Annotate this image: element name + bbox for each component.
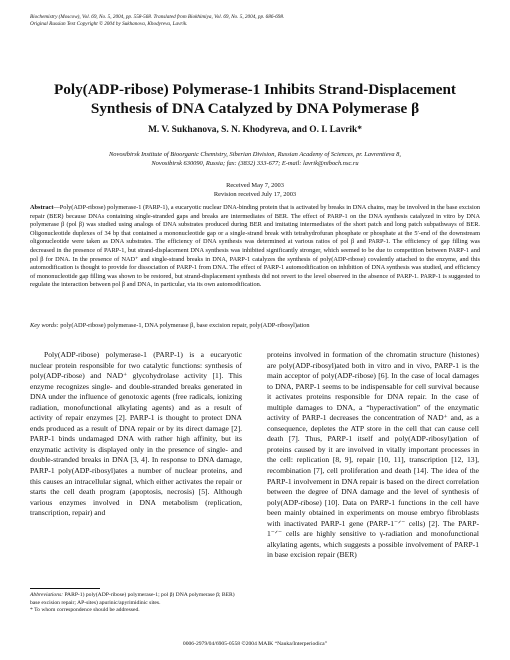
- journal-citation: Biochemistry (Moscow), Vol. 69, No. 5, 2004, pp. 558-568. Translated from Biokhimiya, Vol. 69, No. 5, 2004, pp. 686-698.: [30, 14, 285, 20]
- body-paragraph: Poly(ADP-ribose) polymerase-1 (PARP-1) is a eucaryotic nuclear protein responsible for two catalytic functions: synthesis of poly(ADP-ribose) and NAD⁺ glycohydrolase activity [1]. This enzyme recognizes single- and double-stranded breaks generated in DNA under the influence of genotoxic agents (free radicals, ionizing radiation, monofunctional alkylating agents) and as a result of activity of repair enzymes [2]. PARP-1 is thought to protect DNA ends produced as a result of DNA repair or by its direct damage [2]. PARP-1 binds undamaged DNA with rather high affinity, but its enzymatic activity is displayed only in the presence of single- and double-stranded breaks in DNA [3, 4]. In response to DNA damage, PARP-1 poly(ADP-ribosyl)ates a number of nuclear proteins, and this causes an intracellular signal, which either activates the repair or starts the cell death program (apoptosis, necrosis) [5]. Although various enzymes involved in DNA metabolism (replication, transcription, repair) and: [30, 350, 242, 518]
- keywords: [30, 322, 480, 331]
- keywords-label: Key words:: [30, 322, 59, 329]
- affiliation-line-2: Novosibirsk 630090, Russia; fax: (3832) 333-677; E-mail: lavrik@niboch.nsc.ru: [151, 160, 359, 167]
- received-date: Received May 7, 2003: [226, 182, 284, 189]
- correspondence-footnote: * To whom correspondence should be addressed.: [30, 607, 140, 614]
- copyright-line: Original Russian Text Copyright © 2004 by Sukhanova, Khodyreva, Lavrik.: [30, 21, 188, 27]
- keywords-text: poly(ADP-ribose) polymerase-1, DNA polymerase β, base excision repair, poly(ADP-ribosyl)ation: [58, 322, 310, 329]
- revision-date: Revision received July 17, 2003: [213, 191, 297, 198]
- abstract: [30, 204, 480, 290]
- abstract-text: —Poly(ADP-ribose) polymerase-1 (PARP-1), a eucaryotic nuclear DNA-binding protein that is activated by breaks in DNA chains, may be involved in the base excision repair (BER) because DNAs containing single-stranded gaps and breaks are intermediates of BER. The effect of PARP-1 on the DNA synthesis catalyzed in vitro by DNA polymerase β (pol β) was studied using analogs of DNA substrates produced during BER and imitating intermediates of the short patch and long patch subpathways of BER. Oligonucleotide duplexes of 34 bp that contained a mononucleotide gap or a single-strand break with tetrahydrofuran phosphate or phosphate at the 5′-end of the downstream oligonucleotide were taken as DNA substrates. The efficiency of DNA synthesis was determined at various ratios of pol β and PARP-1. The efficiency of gap filling was decreased in the presence of PARP-1, but strand-displacement DNA synthesis was inhibited significantly stronger, which seemed to be due to competition between PARP-1 and pol β for DNA. In the presence of NAD⁺ and single-strand breaks in DNA, PARP-1 catalyzes the synthesis of poly(ADP-ribose) covalently attached to the enzyme, and this automodification is thought to provide for dissociation of PARP-1 from DNA. The effect of PARP-1 automodification on inhibition of DNA synthesis was studied, and efficiency of mononucleotide gap filling was shown to be restored, but strand-displacement synthesis did not revert to the level observed in the absence of PARP-1. PARP-1 is suggested to regulate the interaction between pol β and DNA, in particular, via its own automodification.: [30, 204, 480, 289]
- journal-header: [30, 14, 480, 28]
- paper-title: [30, 80, 480, 118]
- authors: M. V. Sukhanova, S. N. Khodyreva, and O. I. Lavrik*: [148, 125, 362, 135]
- title-line-1: Poly(ADP-ribose) Polymerase-1 Inhibits Strand-Displacement: [53, 81, 456, 98]
- body-column-left: [30, 350, 242, 519]
- page-footer: 0006-2979/04/6905-0558 ©2004 MAIK “Nauka/Interperiodica”: [182, 641, 328, 647]
- received-dates: [30, 181, 480, 199]
- abbreviations-text: PARP-1) poly(ADP-ribose) polymerase-1; pol β) DNA polymerase β; BER) base excision repair; AP-sites) apurinic/apyrimidinic sites.: [30, 592, 235, 606]
- affiliation: [60, 150, 450, 168]
- abstract-label: Abstract: [30, 204, 54, 211]
- body-paragraph: proteins involved in formation of the chromatin structure (histones) are poly(ADP-ribosyl)ated both in vitro and in vivo, PARP-1 is the main acceptor of poly(ADP-ribose) [6]. In the case of local damages to DNA, PARP-1 seems to be indispensable for cell survival because it activates proteins responsible for DNA repair. In the case of multiple damages to DNA, a “hyperactivation” of the enzymatic activity of PARP-1 decreases the concentration of NAD⁺ and, as a consequence, depletes the ATP store in the cell that can cause cell death [7]. Thus, PARP-1 itself and poly(ADP-ribosyl)ation of proteins caused by it are involved in vitally important processes in the cell: replication [8, 9], repair [10, 11], transcription [12, 13], recombination [7], cell proliferation and death [14]. The idea of the PARP-1 involvement in DNA repair is based on the direct correlation between the degree of DNA damage and the level of synthesis of poly(ADP-ribose) [10]. Data on PARP-1 functions in the cell have been mainly obtained in experiments on mouse embryo fibroblasts with inactivated PARP-1 gene (PARP-1⁻ᐟ⁻ cells) [2]. The PARP-1⁻ᐟ⁻ cells are highly sensitive to γ-radiation and monofunctional alkylating agents, which suggests a possible involvement of PARP-1 in base excision repair (BER): [267, 350, 479, 560]
- footnotes: [30, 592, 242, 615]
- title-line-2: Synthesis of DNA Catalyzed by DNA Polymerase β: [90, 100, 420, 117]
- abbreviations-label: Abbreviations:: [30, 592, 64, 598]
- abbreviations-footnote: [30, 592, 242, 607]
- footnote-divider: [30, 588, 100, 589]
- affiliation-line-1: Novosibirsk Institute of Bioorganic Chemistry, Siberian Division, Russian Academy of Sciences, pr. Lavrentieva 8,: [109, 151, 401, 158]
- body-column-right: [267, 350, 479, 561]
